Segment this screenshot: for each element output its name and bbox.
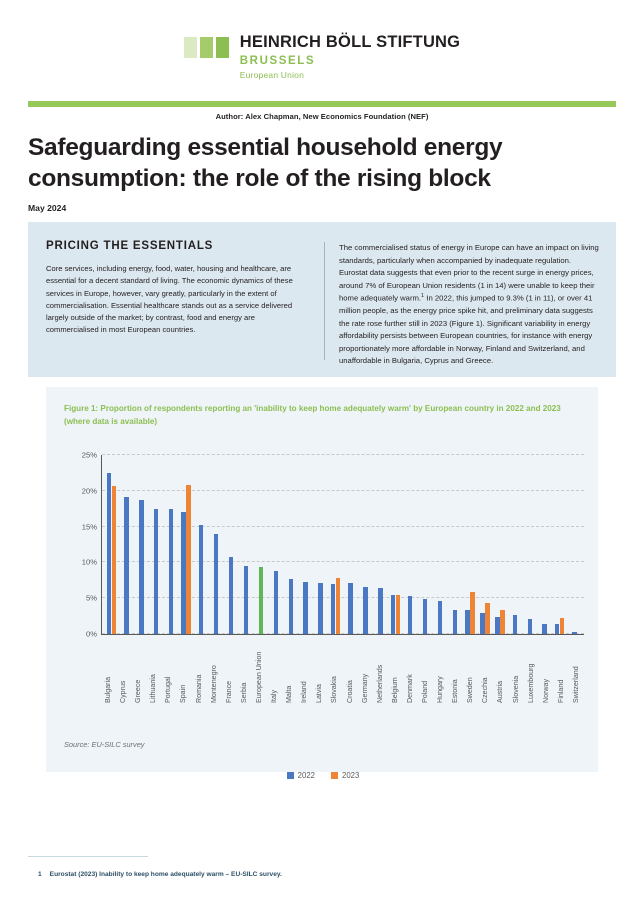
chart-legend-label: 2022	[297, 771, 315, 780]
chart-bar-group	[179, 455, 194, 634]
chart-x-label-cell	[267, 641, 282, 703]
intro-right-column	[339, 240, 600, 368]
chart-bar-2023	[560, 618, 564, 634]
footnote-number: 1	[38, 871, 42, 878]
chart-bar-group	[448, 455, 463, 634]
chart-x-tick-label: European Union	[254, 651, 263, 703]
chart-x-label-cell	[524, 641, 539, 703]
chart-bar-2022	[274, 571, 278, 634]
chart-bar-2022	[555, 624, 559, 634]
chart-x-tick-label: Hungary	[436, 676, 445, 703]
chart-legend	[56, 771, 590, 780]
chart-x-tick-label: Austria	[496, 680, 505, 703]
chart-x-tick-label: Cyprus	[119, 680, 128, 703]
chart-bar-group	[388, 455, 403, 634]
chart-x-tick-label: Montenegro	[209, 665, 218, 703]
figure-caption: Figure 1: Proportion of respondents reporting an 'inability to keep home adequately warm' by European country in 2022 and 2023 (where data is available)	[64, 404, 561, 426]
chart-x-tick-label: Italy	[270, 689, 279, 703]
chart-x-tick-label: Spain	[179, 684, 188, 703]
chart-y-tick-label: 25%	[81, 450, 97, 460]
chart-x-tick-label: Lithuania	[149, 674, 158, 703]
chart-bar-2023	[336, 578, 340, 634]
chart-bar-2022	[408, 596, 412, 634]
chart-x-label-cell	[116, 641, 131, 703]
chart-bar-2022	[423, 599, 427, 634]
chart-bar-2022	[199, 525, 203, 634]
chart-x-label-cell	[373, 641, 388, 703]
chart-x-label-cell	[554, 641, 569, 703]
chart-bar-group	[463, 455, 478, 634]
chart-x-label-cell	[539, 641, 554, 703]
masthead	[0, 0, 644, 80]
intro-right-text-part1: The commercialised status of energy in Europe can have an impact on living standards, particularly when accompanied by inadequate regulation. Eurostat data suggests that even prior to the recent surge in energy prices, around 7% of European Union residents (1 in 14) were unable to keep their home adequately warm.	[339, 243, 599, 303]
chart-bar-group	[552, 455, 567, 634]
chart-bar-2022	[465, 610, 469, 634]
intro-left-column	[46, 240, 324, 368]
chart-x-label-cell	[478, 641, 493, 703]
chart-bar-group	[283, 455, 298, 634]
logo-squares-icon	[184, 37, 229, 58]
chart-bar-2022	[181, 512, 185, 634]
chart-x-tick-label: Czechia	[481, 677, 490, 703]
chart-x-tick-label: Luxembourg	[526, 663, 535, 703]
organisation-office: BRUSSELS	[239, 54, 316, 67]
chart-bar-2022	[331, 584, 335, 634]
chart-y-tick-label: 15%	[81, 522, 97, 532]
chart-bar-group	[403, 455, 418, 634]
chart-bar-2023	[396, 595, 400, 634]
chart-bar-group	[537, 455, 552, 634]
chart-bar-group	[418, 455, 433, 634]
chart-x-label-cell	[146, 641, 161, 703]
chart-bar-group	[268, 455, 283, 634]
chart-bar-group	[492, 455, 507, 634]
chart-bar-group	[238, 455, 253, 634]
chart-x-label-cell	[433, 641, 448, 703]
chart-x-label-cell	[101, 641, 116, 703]
chart-bar-2022	[480, 613, 484, 634]
chart-bar-2022	[229, 557, 233, 634]
chart-x-tick-label: Belgium	[390, 677, 399, 703]
chart-x-label-cell	[312, 641, 327, 703]
chart-bar-2022	[528, 619, 532, 634]
chart-bar-2022	[363, 587, 367, 634]
chart-bar-eu-highlight	[259, 567, 263, 634]
organisation-region: European Union	[239, 70, 305, 80]
chart-bar-group	[164, 455, 179, 634]
chart-x-tick-label: Greece	[134, 679, 143, 703]
chart-x-label-cell	[161, 641, 176, 703]
chart-bar-2022	[124, 497, 128, 634]
chart-bar-2022	[244, 566, 248, 634]
chart-x-tick-label: Portugal	[164, 676, 173, 703]
chart-plot-area	[81, 450, 584, 639]
chart-x-tick-label: Malta	[285, 685, 294, 703]
chart-x-label-cell	[493, 641, 508, 703]
header-divider-rule	[28, 101, 616, 107]
chart-legend-swatch	[287, 772, 294, 779]
chart-x-label-cell	[358, 641, 373, 703]
chart-x-label-cell	[403, 641, 418, 703]
chart-x-label-cell	[282, 641, 297, 703]
chart-x-label-cell	[418, 641, 433, 703]
chart-x-tick-label: Switzerland	[571, 666, 580, 703]
section-heading: PRICING THE ESSENTIALS	[46, 240, 214, 252]
chart-bar-2022	[348, 583, 352, 634]
publication-date: May 2024	[28, 203, 67, 213]
chart-x-label-cell	[297, 641, 312, 703]
chart-bar-group	[149, 455, 164, 634]
chart-bar-2022	[453, 610, 457, 634]
chart-x-tick-label: Finland	[556, 679, 565, 703]
chart-bar-2022	[169, 509, 173, 634]
chart-x-tick-label: Latvia	[315, 684, 324, 703]
chart-x-label-cell	[388, 641, 403, 703]
chart-bar-2022	[438, 601, 442, 634]
chart-x-tick-label: Slovenia	[511, 675, 520, 703]
chart-bar-group	[507, 455, 522, 634]
chart-x-tick-label: Serbia	[239, 682, 248, 703]
footnote-divider	[28, 856, 148, 857]
chart-y-tick-label: 10%	[81, 557, 97, 567]
chart-legend-item[interactable]	[331, 771, 359, 780]
chart-bar-group	[209, 455, 224, 634]
chart-x-label-cell	[343, 641, 358, 703]
chart-bar-group	[343, 455, 358, 634]
column-divider	[324, 242, 325, 360]
intro-panel	[28, 222, 616, 377]
chart-x-label-cell	[252, 641, 267, 703]
chart-x-label-cell	[448, 641, 463, 703]
chart-bar-2022	[139, 500, 143, 634]
chart-x-label-cell	[176, 641, 191, 703]
chart-bar-2022	[542, 624, 546, 634]
chart-bar-2023	[500, 610, 504, 634]
chart-x-label-cell	[569, 641, 584, 703]
figure-panel	[46, 387, 598, 780]
chart-bar-group	[134, 455, 149, 634]
chart-bar-2022	[391, 595, 395, 634]
chart-x-tick-label: Sweden	[466, 677, 475, 703]
chart-bar-group	[224, 455, 239, 634]
chart-x-label-cell	[207, 641, 222, 703]
chart-x-tick-label: Germany	[360, 673, 369, 703]
chart-bar-group	[298, 455, 313, 634]
chart-bar-2022	[318, 583, 322, 634]
chart-x-tick-label: Romania	[194, 674, 203, 703]
chart-bar-2022	[107, 473, 111, 634]
chart-bar-group	[522, 455, 537, 634]
chart-x-tick-label: Denmark	[405, 674, 414, 703]
chart-bars	[104, 455, 582, 634]
chart-bar-group	[253, 455, 268, 634]
chart-bar-2022	[303, 582, 307, 634]
author-line: Author: Alex Chapman, New Economics Foundation (NEF)	[215, 112, 429, 121]
chart-x-label-cell	[237, 641, 252, 703]
intro-left-paragraph: Core services, including energy, food, water, housing and healthcare, are essential for a decent standard of living. The economic dynamics of these services in Europe, however, vary greatly, particularly in the extent of commercialisation. Essential healthcare stands out as a service delivered largely outside of the market; by contrast, food and energy are commercialised in most European countries.	[46, 264, 293, 335]
organisation-logo	[184, 34, 460, 80]
chart-bar-group	[104, 455, 119, 634]
chart-bar-2022	[378, 588, 382, 634]
chart-x-tick-label: Netherlands	[375, 664, 384, 703]
chart-x-tick-label: Bulgaria	[104, 676, 112, 703]
chart-x-tick-label: Norway	[541, 678, 550, 703]
chart-y-tick-label: 20%	[81, 486, 97, 496]
intro-right-paragraph	[339, 242, 600, 368]
footnote-text[interactable]: Eurostat (2023) Inability to keep home adequately warm – EU-SILC survey.	[49, 871, 282, 878]
chart-y-tick-label: 0%	[86, 629, 97, 639]
chart-bar-group	[313, 455, 328, 634]
chart-x-tick-label: Estonia	[451, 679, 460, 703]
chart-bar-2023	[470, 592, 474, 634]
chart-bar-2022	[495, 617, 499, 634]
chart-x-tick-label: Ireland	[300, 681, 309, 703]
chart-bar-group	[358, 455, 373, 634]
chart-bar-2022	[214, 534, 218, 634]
chart-x-label-cell	[327, 641, 342, 703]
figure-source: Source: EU-SILC survey	[64, 740, 145, 749]
chart-legend-label: 2023	[342, 771, 360, 780]
chart-x-label-cell	[222, 641, 237, 703]
chart-legend-swatch	[331, 772, 338, 779]
chart-bar-group	[567, 455, 582, 634]
chart-bar-2023	[485, 603, 489, 635]
chart-x-label-cell	[463, 641, 478, 703]
footnote-marker[interactable]: 1	[421, 293, 425, 300]
chart-bar-2023	[186, 485, 190, 634]
chart-legend-item[interactable]	[287, 771, 315, 780]
organisation-name: HEINRICH BÖLL STIFTUNG	[239, 33, 461, 51]
footnote	[38, 871, 282, 878]
chart-bar-group	[119, 455, 134, 634]
chart-bar-2023	[112, 486, 116, 634]
page-title: Safeguarding essential household energy consumption: the role of the rising block	[28, 134, 503, 193]
chart-bar-group	[433, 455, 448, 634]
intro-right-text-part2: In 2022, this jumped to 9.3% (1 in 11), or over 41 million people, as the energy price spike hit, and preliminary data suggests the rate rose further still in 2023 (Figure 1). Significant variability in energy affordability persists between European countries, for instance with energy proportionately more affordable in Norway, Finland and Switzerland, and unaffordable in Bulgaria, Cyprus and Greece.	[339, 293, 593, 366]
chart-x-label-cell	[131, 641, 146, 703]
chart-bar-2022	[154, 509, 158, 634]
chart-x-label-cell	[192, 641, 207, 703]
chart-bar-group	[194, 455, 209, 634]
chart-bar-2022	[289, 579, 293, 634]
chart-x-label-cell	[509, 641, 524, 703]
chart-bar-group	[477, 455, 492, 634]
chart-y-tick-label: 5%	[86, 593, 97, 603]
chart-x-tick-label: Poland	[420, 680, 429, 703]
chart-x-tick-label: Croatia	[345, 680, 354, 703]
chart-bar-2022	[513, 615, 517, 634]
chart-bar-group	[373, 455, 388, 634]
chart-x-tick-label: Slovakia	[330, 676, 339, 703]
chart-bar-group	[328, 455, 343, 634]
chart-x-axis-labels	[101, 641, 584, 703]
chart-x-tick-label: France	[224, 680, 233, 703]
chart-bar-2022	[572, 632, 576, 634]
